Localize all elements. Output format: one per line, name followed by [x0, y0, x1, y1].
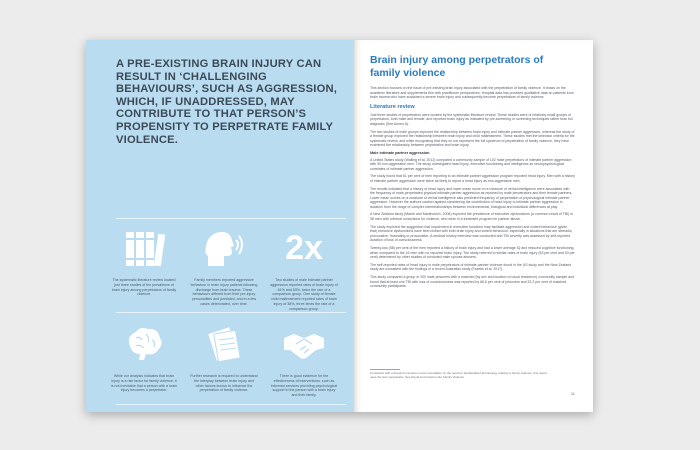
divider-bottom [116, 404, 346, 405]
tile-books [110, 226, 178, 297]
paragraph: Twenty-two (58) per cent of the men reported a history of brain injury and had a lower average IQ and reduced cognitive functioning, when compared to the 16 men with no reported brain injury. The study referred to similar rates of brain injury (53 per cent and 53 per cent) determined by other studies of convicted male spouse abusers. [370, 246, 575, 260]
books-icon [122, 226, 166, 270]
left-page [86, 40, 354, 412]
paragraph: A United States study (Walling et al, 2012) compared a community sample of 102 male perpetrators of intimate partner aggression with 90 non-aggressive men. The study investigated head injury, executive functioning and intelligence as neuropsychological correlates of intimate partner aggression. [370, 157, 572, 171]
page-title: Brain injury among perpetrators of family violence [370, 54, 544, 79]
handshake-icon [282, 322, 326, 366]
paragraph: The two studies of male groups explored the relationship between brain injury and intimate partner aggression, whereas the study of a female group explored the relationship between brain injury and child maltreatment. These studies met the selection criteria for the systematic review, and while recognising that they do not represent the full spectrum of perpetration of family violence, they have examined the relationship between perpetration and brain injury. [370, 129, 575, 148]
tile-brain [110, 322, 178, 393]
subheading: Male intimate partner aggression [370, 150, 430, 155]
document-spread [86, 40, 593, 412]
paragraph: The results indicated that a history of head injury and lower mean score on a measure of verbal intelligence were associated with the frequency of male-perpetrated physical intimate partner aggression as reported by male perpetrators and their female partners. Lower mean scores on a measure of verbal intelligence also predicted frequency of perpetration of psychological intimate partner aggression. However the authors caution against considering the contribution of head injury to intimate partner aggression in isolation from the range of complex interrelationships between environmental, biological and individual differences at play. [370, 186, 573, 209]
tile-documents-text: Further research is required to understand the interplay between brain injury and other factors known to influence the perpetration of family violence. [190, 374, 258, 393]
paragraph: Just three studies of perpetration were located by the systematic literature review. These studies were of relatively small groups of perpetrators, both male and female, and reported brain injury as indicated by pre-screening or screening techniques rather than full diagnosis (See Annex A). [370, 112, 573, 126]
page-number: 11 [570, 391, 575, 396]
paragraph: A New Zealand study (Marsh and Martinovich, 2006) explored the prevalence of executive dysfunctions (a common result of TBI) in 38 men with criminal convictions for violence, who were in a treatment program for partner abuse. [370, 212, 574, 222]
paragraph: The study found that 61 per cent of men reporting to an intimate partner aggression program reported head injury. Men with a history of intimate partner aggression were twice as likely to report a head injury as non-aggressive men. [370, 174, 575, 183]
section-heading: Literature review [370, 103, 415, 110]
article-body [370, 86, 575, 292]
tile-speaking-head-text: Family members reported aggressive behaviour in brain injury patients following discharge from brain trauma. These behaviours differed from their pre-injury personalities and persisted, and in a few cases deteriorated, over time. [190, 278, 258, 306]
tile-brain-text: While our analysis indicates that brain injury is a risk factor for family violence, it is not inevitable that a person with a brain injury becomes a perpetrator. [110, 374, 178, 393]
right-page [354, 40, 593, 412]
speaking-head-icon [202, 226, 246, 270]
brain-icon [122, 322, 166, 366]
paragraph: The self-reported rates of head injury in male perpetrators of intimate partner violence found in the US study and the New Zealand study are consistent with the findings of a recent Australian study (Fazeks et al, 2017). [370, 262, 572, 272]
tile-speaking-head [190, 226, 258, 307]
tile-stat-text: Two studies of male intimate partner aggression reported rates of brain injury of 61% and 53%, twice the rate of a comparison group. One study of female child maltreatment reported rates of brain injury of 38%, three times the rate of a comparison group. [270, 278, 338, 311]
tile-books-text: The systematic literature review located just three studies of the prevalence of brain injury among perpetrators of family violence. [111, 278, 177, 297]
footnote-rule [370, 369, 400, 370]
stat-2x: 2x [285, 229, 323, 267]
footnote: Consistent with a Royal Commission recommendation on the need for standardised terminology relating to family violence, this report uses the term perpetrator. See Royal Commission into Family Violence. [370, 371, 547, 379]
tile-handshake [270, 322, 338, 398]
divider-top [116, 218, 346, 219]
divider-middle [116, 312, 346, 313]
paragraph: The study explored the suggestion that impairment in executive functions may facilitate aggression and violent behaviour (given that) executive dysfunctions have been linked with both brain injury and violent behaviour, especially in situations that are stressful, provocative, frustrating or provocative. A medical history interview was conducted and TBI severity was assessed by self-reported duration of loss of consciousness. [370, 224, 573, 243]
intro-paragraph: This section focuses on the issue of pre-existing brain injury associated with the perpetration of family violence. It draws on the academic literature and supplements this with practitioner perspectives. Hospital data has provided qualitative data on patients from brain trauma who have sustained a severe brain injury and subsequently become perpetrators of family violence. [370, 86, 574, 100]
paragraph: This study compared a group of 200 male prisoners with a matched (by sex and location of usual residence) community sample and found that at least one TBI with loss of consciousness was reported by 68.6 per cent of prisoners and 32.2 per cent of matched community participants. [370, 275, 575, 289]
pull-quote: A PRE-EXISTING BRAIN INJURY CAN RESULT IN ‘CHALLENGING BEHAVIOURS’, SUCH AS AGGRESSION, WHICH, IF UNADDRESSED, MAY CONTRIBUTE TO THAT PERSON’S PROPENSITY TO PERPETRATE FAMILY VIOLENCE. [116, 58, 338, 146]
documents-icon [202, 322, 246, 366]
tile-stat [270, 226, 338, 312]
tile-documents [190, 322, 258, 393]
tile-handshake-text: There is good evidence for the effectiveness of interventions, such as informed services providing psychological support to the person with a brain injury and their family. [270, 374, 338, 398]
